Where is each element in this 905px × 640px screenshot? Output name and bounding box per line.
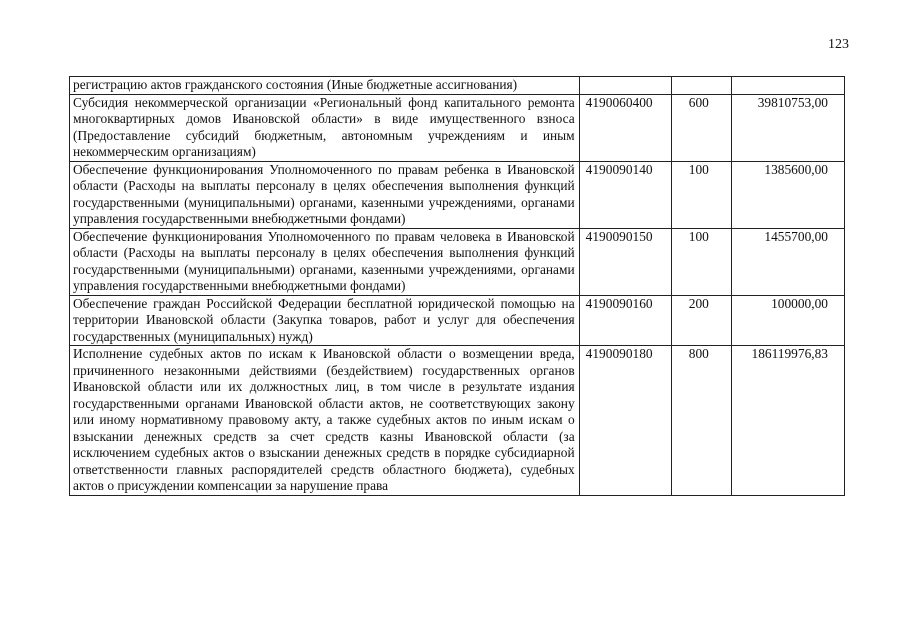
table-row	[70, 77, 845, 95]
row-amount: 1385600,00	[731, 161, 844, 228]
row-amount: 39810753,00	[731, 94, 844, 161]
row-target-code	[579, 77, 671, 95]
table-row	[70, 295, 845, 346]
row-amount: 1455700,00	[731, 228, 844, 295]
row-target-code: 4190060400	[579, 94, 671, 161]
row-description: Обеспечение функционирования Уполномоченного по правам человека в Ивановской области (Расходы на выплаты персоналу в целях обеспечения выполнения функций государственными (муниципальными) органами, казенными учреждениями, органами управления государственными внебюджетными фондами)	[70, 228, 580, 295]
row-description: Обеспечение граждан Российской Федерации бесплатной юридической помощью на территории Ивановской области (Закупка товаров, работ и услуг для обеспечения государственных (муниципальных) нужд)	[70, 295, 580, 346]
row-amount: 186119976,83	[731, 346, 844, 496]
row-amount	[731, 77, 844, 95]
row-expense-kind: 100	[671, 228, 731, 295]
table-row	[70, 346, 845, 496]
row-amount: 100000,00	[731, 295, 844, 346]
row-expense-kind: 800	[671, 346, 731, 496]
page-number: 123	[828, 37, 849, 52]
row-description: Субсидия некоммерческой организации «Региональный фонд капитального ремонта многоквартирных домов Ивановской области» в виде имущественного взноса (Предоставление субсидий бюджетным, автономным учреждениям и иным некоммерческим организациям)	[70, 94, 580, 161]
table-row	[70, 161, 845, 228]
row-description: регистрацию актов гражданского состояния (Иные бюджетные ассигнования)	[70, 77, 580, 95]
row-target-code: 4190090140	[579, 161, 671, 228]
row-expense-kind: 100	[671, 161, 731, 228]
row-expense-kind: 200	[671, 295, 731, 346]
row-description: Исполнение судебных актов по искам к Ивановской области о возмещении вреда, причиненного незаконными действиями (бездействием) государственных органов Ивановской области или их должностных лиц, в том числе в результате издания государственными органами Ивановской области актов, не соответствующих закону или иному нормативному правовому акту, а также судебных актов по иным искам о взыскании денежных средств за счет средств казны Ивановской области (за исключением судебных актов о взыскании денежных средств в порядке субсидиарной ответственности главных распорядителей средств областного бюджета), судебных актов о присуждении компенсации за нарушение права	[70, 346, 580, 496]
table-row	[70, 228, 845, 295]
budget-table	[69, 76, 845, 496]
row-expense-kind: 600	[671, 94, 731, 161]
table-row	[70, 94, 845, 161]
row-target-code: 4190090150	[579, 228, 671, 295]
row-description: Обеспечение функционирования Уполномоченного по правам ребенка в Ивановской области (Расходы на выплаты персоналу в целях обеспечения выполнения функций государственными (муниципальными) органами, казенными учреждениями, органами управления государственными внебюджетными фондами)	[70, 161, 580, 228]
row-expense-kind	[671, 77, 731, 95]
row-target-code: 4190090180	[579, 346, 671, 496]
row-target-code: 4190090160	[579, 295, 671, 346]
